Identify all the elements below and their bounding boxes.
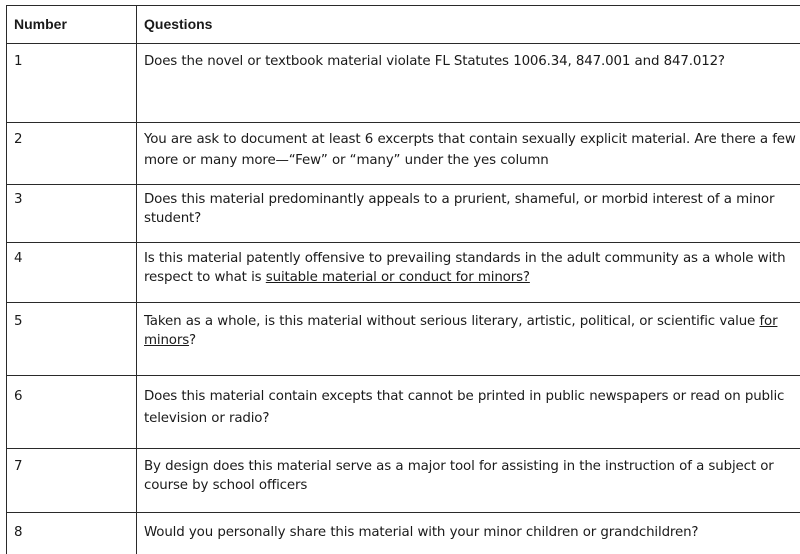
question-text: By design does this material serve as a major tool for assisting in the instruction of a subject or course by school officers (144, 459, 774, 493)
question-underlined-text: suitable material or conduct for minors? (265, 270, 530, 285)
table-row (7, 449, 800, 513)
table-row (7, 123, 800, 185)
row-question (137, 243, 800, 303)
table-row (7, 243, 800, 303)
row-number: 1 (7, 44, 137, 123)
row-question (137, 449, 800, 513)
table-header-row (7, 6, 800, 44)
row-question (137, 303, 800, 376)
row-number: 5 (7, 303, 137, 376)
table-row (7, 185, 800, 243)
question-underlined-text: for minors (144, 314, 778, 348)
row-number: 3 (7, 185, 137, 243)
questions-table (6, 5, 800, 554)
row-question (137, 123, 800, 185)
question-text: Is this material patently offensive to prevailing standards in the adult community as a whole with respect to what is (144, 251, 786, 285)
header-number: Number (7, 6, 137, 44)
table-row (7, 376, 800, 449)
question-text: Does this material predominantly appeals to a prurient, shameful, or morbid interest of a minor student? (144, 192, 775, 226)
question-text: Taken as a whole, is this material without serious literary, artistic, political, or scientific value (144, 314, 760, 329)
row-number: 7 (7, 449, 137, 513)
row-number: 6 (7, 376, 137, 449)
question-text: Would you personally share this material with your minor children or grandchildren? (144, 525, 699, 540)
question-text: You are ask to document at least 6 excerpts that contain sexually explicit material. Are there a few more or many more—“Few” or “many” under the yes column (144, 132, 796, 168)
table-row (7, 303, 800, 376)
row-number: 2 (7, 123, 137, 185)
row-question (137, 513, 800, 554)
row-number: 8 (7, 513, 137, 554)
question-text: Does the novel or textbook material violate FL Statutes 1006.34, 847.001 and 847.012? (144, 54, 725, 69)
header-questions: Questions (137, 6, 800, 44)
row-question (137, 185, 800, 243)
row-question (137, 44, 800, 123)
table-row (7, 513, 800, 554)
row-number: 4 (7, 243, 137, 303)
question-text: Does this material contain excepts that cannot be printed in public newspapers or read on public television or radio? (144, 389, 785, 426)
table-row (7, 44, 800, 123)
row-question (137, 376, 800, 449)
question-text-suffix: ? (189, 333, 196, 348)
